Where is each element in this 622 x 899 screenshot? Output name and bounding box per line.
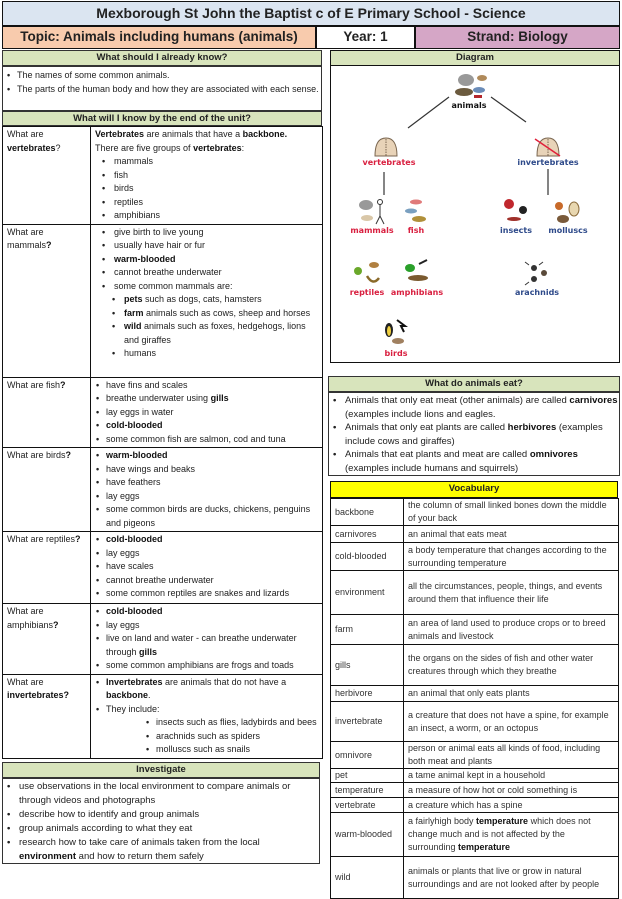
diagram-label-arachnids: arachnids xyxy=(514,288,560,297)
vocabulary-table xyxy=(330,498,619,899)
knowledge-table xyxy=(2,126,323,759)
text-segment: have feathers xyxy=(106,477,161,487)
text-segment: . xyxy=(148,690,151,700)
text-segment: have scales xyxy=(106,561,154,571)
vocab-definition xyxy=(404,783,619,798)
bold-text: ? xyxy=(65,450,72,460)
topic-label: Topic: Animals including humans (animals) xyxy=(2,26,316,49)
list-item xyxy=(3,808,319,822)
vocab-term: warm-blooded xyxy=(331,813,404,857)
bold-text: cold-blooded xyxy=(106,534,163,544)
bold-text: omnivores xyxy=(529,449,578,460)
list-item xyxy=(92,632,318,659)
list-item: • The parts of the human body and how they are associated with each sense. xyxy=(3,83,321,97)
text-segment: the organs on the sides of fish and other water creatures through which they breathe xyxy=(408,653,594,676)
text-segment: lay eggs xyxy=(106,619,140,630)
animals-icon xyxy=(455,74,487,98)
text-segment: What are xyxy=(7,129,44,139)
vocab-row xyxy=(331,813,619,857)
text-segment: such as dogs, cats, hamsters xyxy=(142,294,262,304)
diagram-label-molluscs: molluscs xyxy=(548,226,588,235)
text-segment: a creature that does not have a spine, for example an insect, a worm, or an octopus xyxy=(408,709,609,733)
diagram-label-amphibians: amphibians xyxy=(390,288,444,297)
list-item xyxy=(92,533,318,547)
text-segment: birds xyxy=(114,183,134,193)
diagram-label-vertebrates: vertebrates xyxy=(362,158,416,167)
list-item xyxy=(92,239,318,253)
text-segment: arachnids such as spiders xyxy=(156,730,261,741)
text-segment: a measure of how hot or cold something is xyxy=(408,784,578,795)
vocab-definition xyxy=(404,543,619,571)
text-segment: molluscs such as snails xyxy=(156,744,251,754)
vocab-term: gills xyxy=(331,645,404,686)
text-segment: What are fish xyxy=(7,379,61,390)
already-know-heading: What should I already know? xyxy=(2,50,322,66)
investigate-section xyxy=(2,778,320,864)
table-row xyxy=(3,674,323,758)
investigate-list xyxy=(3,780,319,864)
answer-list xyxy=(92,676,318,757)
page-title: Mexborough St John the Baptist c of E Primary School - Science xyxy=(2,1,620,26)
text-segment: Animals that only eat meat (other animals) are called xyxy=(345,395,570,406)
answer-list xyxy=(92,128,318,223)
question-cell xyxy=(3,448,91,532)
vocab-definition xyxy=(404,798,619,813)
list-item xyxy=(92,560,318,574)
list-item xyxy=(92,574,318,588)
bold-text: environment xyxy=(19,851,77,862)
list-item xyxy=(92,476,318,490)
vocab-term: carnivores xyxy=(331,526,404,543)
classification-diagram xyxy=(330,66,620,363)
list-item xyxy=(329,394,619,421)
diagram-connectors xyxy=(331,66,621,363)
bold-text: vertebrates xyxy=(7,142,56,153)
list-item xyxy=(92,266,318,280)
insects-icon xyxy=(504,199,527,221)
list-item xyxy=(92,716,318,730)
vocab-definition xyxy=(404,702,619,742)
vocab-row xyxy=(331,742,619,769)
text-segment: some common birds are ducks, chickens, penguins and pigeons xyxy=(106,504,311,528)
text-segment: all the circumstances, people, things, and events around them that influence their life xyxy=(408,580,603,604)
bold-text: vertebrates xyxy=(193,142,242,153)
text-segment: which does not change much and is not affected by the surrounding xyxy=(408,816,591,852)
text-segment: usually have hair or fur xyxy=(114,240,206,250)
text-segment: What are reptiles xyxy=(7,534,76,544)
year-label: Year: 1 xyxy=(316,26,415,49)
question-cell xyxy=(3,674,91,758)
question-cell xyxy=(3,604,91,675)
text-segment: They include: xyxy=(106,703,160,714)
vocab-row xyxy=(331,798,619,813)
birds-icon xyxy=(385,320,405,344)
diagram-label-fish: fish xyxy=(407,226,425,235)
list-item xyxy=(92,280,318,294)
diagram-label-mammals: mammals xyxy=(350,226,394,235)
list-item xyxy=(92,547,318,561)
text-segment: fish xyxy=(114,169,129,180)
bold-text: Invertebrates xyxy=(106,676,163,687)
text-segment: a creature which has a spine xyxy=(408,799,523,810)
list-item xyxy=(92,253,318,267)
text-segment: an animal that only eats plants xyxy=(408,688,530,698)
text-segment: cannot breathe underwater xyxy=(114,267,222,277)
text-segment: reptiles xyxy=(114,196,144,207)
text-segment: insects such as flies, ladybirds and bees xyxy=(156,717,317,727)
list-item xyxy=(92,605,318,619)
list-item xyxy=(329,448,619,475)
text-segment: What are birds xyxy=(7,450,66,460)
text-segment: lay eggs xyxy=(106,490,140,501)
vocab-definition xyxy=(404,615,619,645)
vocab-term: omnivore xyxy=(331,742,404,769)
bold-text: pets xyxy=(124,294,143,304)
vocab-row xyxy=(331,702,619,742)
bold-text: gills xyxy=(210,393,229,403)
diagram-heading: Diagram xyxy=(330,50,620,66)
text-segment: (examples include humans and squirrels) xyxy=(345,462,519,474)
text-segment: breathe underwater using xyxy=(106,393,211,403)
vocab-term: environment xyxy=(331,571,404,615)
list-item xyxy=(92,659,318,673)
vocab-term: farm xyxy=(331,615,404,645)
list-item xyxy=(92,169,318,183)
arachnids-icon xyxy=(525,262,547,285)
vocab-definition xyxy=(404,571,619,615)
vocab-definition xyxy=(404,769,619,783)
vocab-definition xyxy=(404,742,619,769)
text-segment: mammals xyxy=(114,156,154,166)
vocab-row xyxy=(331,615,619,645)
list-item xyxy=(92,503,318,530)
will-know-heading: What will I know by the end of the unit? xyxy=(2,111,322,126)
text-segment: have wings and beaks xyxy=(106,463,196,474)
text-segment: give birth to live young xyxy=(114,226,204,237)
bold-text: cold-blooded xyxy=(106,606,163,616)
diagram-label-invertebrates: invertebrates xyxy=(517,158,579,167)
text-segment: some common amphibians are frogs and toads xyxy=(106,660,294,670)
bold-text: carnivores xyxy=(569,395,618,406)
table-row xyxy=(3,604,323,675)
eat-section xyxy=(328,392,620,476)
already-know-list xyxy=(3,69,321,96)
text-segment: some common reptiles are snakes and lizards xyxy=(106,588,290,598)
vocab-term: herbivore xyxy=(331,686,404,702)
bold-text: ? xyxy=(53,619,59,630)
molluscs-icon xyxy=(555,202,579,223)
text-segment: a fairlyhigh body xyxy=(408,816,477,826)
answer-text xyxy=(92,142,318,156)
list-item xyxy=(92,209,318,223)
vocab-term: invertebrate xyxy=(331,702,404,742)
vocab-row xyxy=(331,686,619,702)
text-segment: What are mammals xyxy=(7,226,47,250)
text-segment: lay eggs xyxy=(106,547,140,558)
list-item xyxy=(92,619,318,633)
question-cell xyxy=(3,224,91,377)
list-item xyxy=(92,743,318,757)
list-item xyxy=(3,822,319,836)
bold-text: backbone. xyxy=(242,129,288,139)
vocab-row xyxy=(331,499,619,526)
answer-cell xyxy=(91,532,323,604)
vocab-term: temperature xyxy=(331,783,404,798)
text-segment: live on land and water - can breathe underwater through xyxy=(106,633,297,657)
list-item xyxy=(92,196,318,210)
bold-text: temperature xyxy=(476,816,529,826)
answer-cell xyxy=(91,674,323,758)
bold-text: gills xyxy=(139,646,158,657)
text-segment: (examples include lions and eagles. xyxy=(345,408,496,420)
text-segment: What are amphibians xyxy=(7,606,54,630)
vocab-row xyxy=(331,526,619,543)
investigate-heading: Investigate xyxy=(2,762,320,778)
diagram-label-reptiles: reptiles xyxy=(349,288,385,297)
text-segment: have fins and scales xyxy=(106,379,188,390)
text-segment: an area of land used to produce crops or to breed animals and livestock xyxy=(408,617,606,641)
bold-text: invertebrates? xyxy=(7,690,70,700)
vocab-term: backbone xyxy=(331,499,404,526)
bold-text: warm-blooded xyxy=(114,253,176,264)
fish-icon xyxy=(405,200,426,223)
reptiles-icon xyxy=(354,262,379,282)
list-item xyxy=(92,307,318,321)
text-segment: some common fish are salmon, cod and tuna xyxy=(106,433,286,444)
eat-heading: What do animals eat? xyxy=(328,376,620,392)
amphibians-icon xyxy=(405,260,428,281)
list-item xyxy=(92,379,318,393)
vocab-row xyxy=(331,645,619,686)
vocab-definition xyxy=(404,645,619,686)
list-item xyxy=(92,226,318,240)
bold-text: ? xyxy=(60,379,66,390)
vocab-definition xyxy=(404,813,619,857)
table-row xyxy=(3,224,323,377)
vocab-definition xyxy=(404,686,619,702)
text-segment: amphibians xyxy=(114,210,161,220)
answer-list xyxy=(92,449,318,530)
text-segment: a tame animal kept in a household xyxy=(408,770,546,780)
text-segment: There are five groups of xyxy=(95,142,194,153)
table-row xyxy=(3,448,323,532)
text-segment: group animals according to what they eat xyxy=(19,823,193,834)
bold-text: ? xyxy=(75,534,81,544)
diagram-label-insects: insects xyxy=(500,226,532,235)
list-item xyxy=(92,587,318,601)
question-cell xyxy=(3,127,91,225)
bold-text: ? xyxy=(46,240,52,250)
answer-cell xyxy=(91,604,323,675)
answer-list xyxy=(92,605,318,673)
bold-text: Vertebrates xyxy=(95,129,145,139)
list-item xyxy=(92,320,318,347)
text-segment: animals such as cows, sheep and horses xyxy=(143,307,311,318)
list-item xyxy=(3,780,319,808)
list-item: • The names of some common animals. xyxy=(3,69,321,83)
list-item xyxy=(92,463,318,477)
list-item xyxy=(92,392,318,406)
text-segment: ? xyxy=(55,142,61,153)
text-segment: research how to take care of animals taken from the local xyxy=(19,837,260,848)
question-cell xyxy=(3,377,91,448)
text-segment: animals such as foxes, hedgehogs, lions and giraffes xyxy=(124,321,306,345)
text-segment: describe how to identify and group animals xyxy=(19,809,200,820)
text-segment: are animals that do not have a xyxy=(162,676,287,687)
text-segment: an animal that eats meat xyxy=(408,528,507,539)
vocab-term: vertebrate xyxy=(331,798,404,813)
vocab-term: pet xyxy=(331,769,404,783)
table-row xyxy=(3,377,323,448)
list-item xyxy=(92,347,318,361)
list-item xyxy=(92,406,318,420)
text-segment: humans xyxy=(124,348,157,358)
vocab-row xyxy=(331,571,619,615)
list-item xyxy=(92,433,318,447)
list-item xyxy=(92,155,318,169)
answer-cell xyxy=(91,448,323,532)
list-item xyxy=(92,182,318,196)
vocab-row xyxy=(331,857,619,899)
bold-text: wild xyxy=(124,321,142,331)
vocab-row xyxy=(331,783,619,798)
answer-text xyxy=(92,128,318,142)
vocab-term: cold-blooded xyxy=(331,543,404,571)
answer-list xyxy=(92,226,318,361)
bold-text: herbivores xyxy=(507,422,557,433)
list-item xyxy=(92,730,318,744)
text-segment: Animals that only eat plants are called xyxy=(345,422,508,433)
vocab-definition xyxy=(404,526,619,543)
eat-list xyxy=(329,394,619,475)
text-segment: (examples include cows and giraffes) xyxy=(345,422,603,447)
answer-cell xyxy=(91,127,323,225)
list-item xyxy=(92,419,318,433)
list-item xyxy=(92,676,318,703)
diagram-label-animals: animals xyxy=(451,101,487,110)
answer-list xyxy=(92,533,318,601)
diagram-label-birds: birds xyxy=(384,349,408,358)
already-know-section xyxy=(2,66,322,111)
list-item xyxy=(329,421,619,448)
answer-cell xyxy=(91,224,323,377)
vocab-row xyxy=(331,769,619,783)
answer-list xyxy=(92,379,318,447)
list-item xyxy=(3,836,319,864)
text-segment: lay eggs in water xyxy=(106,406,174,417)
vocab-row xyxy=(331,543,619,571)
text-segment: are animals that have a xyxy=(144,129,243,139)
text-segment: and how to return them safely xyxy=(76,851,204,862)
text-segment: cannot breathe underwater xyxy=(106,574,214,585)
list-item xyxy=(92,293,318,307)
bold-text: farm xyxy=(124,307,144,318)
bold-text: cold-blooded xyxy=(106,420,163,430)
vertebrates-backbone-icon xyxy=(375,138,397,156)
vocabulary-heading: Vocabulary xyxy=(330,481,618,498)
vocab-definition xyxy=(404,857,619,899)
text-segment: the column of small linked bones down the middle of your back xyxy=(408,500,607,523)
invertebrates-no-backbone-icon xyxy=(535,138,560,156)
list-item xyxy=(92,490,318,504)
text-segment: a body temperature that changes according to the surrounding temperature xyxy=(408,544,607,568)
text-segment: use observations in the local environment to compare animals or through videos and photographs xyxy=(19,781,291,806)
text-segment: animals or plants that live or grow in natural surroundings and are not looked after by people xyxy=(408,865,600,889)
question-cell xyxy=(3,532,91,604)
bold-text: backbone xyxy=(106,690,149,700)
text-segment: person or animal eats all kinds of food, including both meat and plants xyxy=(408,743,601,766)
strand-label: Strand: Biology xyxy=(415,26,620,49)
vocab-term: wild xyxy=(331,857,404,899)
bold-text: temperature xyxy=(458,842,511,852)
list-item xyxy=(92,449,318,463)
bold-text: warm-blooded xyxy=(106,450,168,460)
list-item xyxy=(92,703,318,717)
table-row xyxy=(3,127,323,225)
text-segment: some common mammals are: xyxy=(114,280,233,291)
answer-cell xyxy=(91,377,323,448)
text-segment: Animals that eat plants and meat are called xyxy=(345,449,530,460)
table-row xyxy=(3,532,323,604)
text-segment: What are xyxy=(7,676,44,687)
mammals-icon xyxy=(359,200,384,225)
text-segment: : xyxy=(241,142,245,153)
vocab-definition xyxy=(404,499,619,526)
